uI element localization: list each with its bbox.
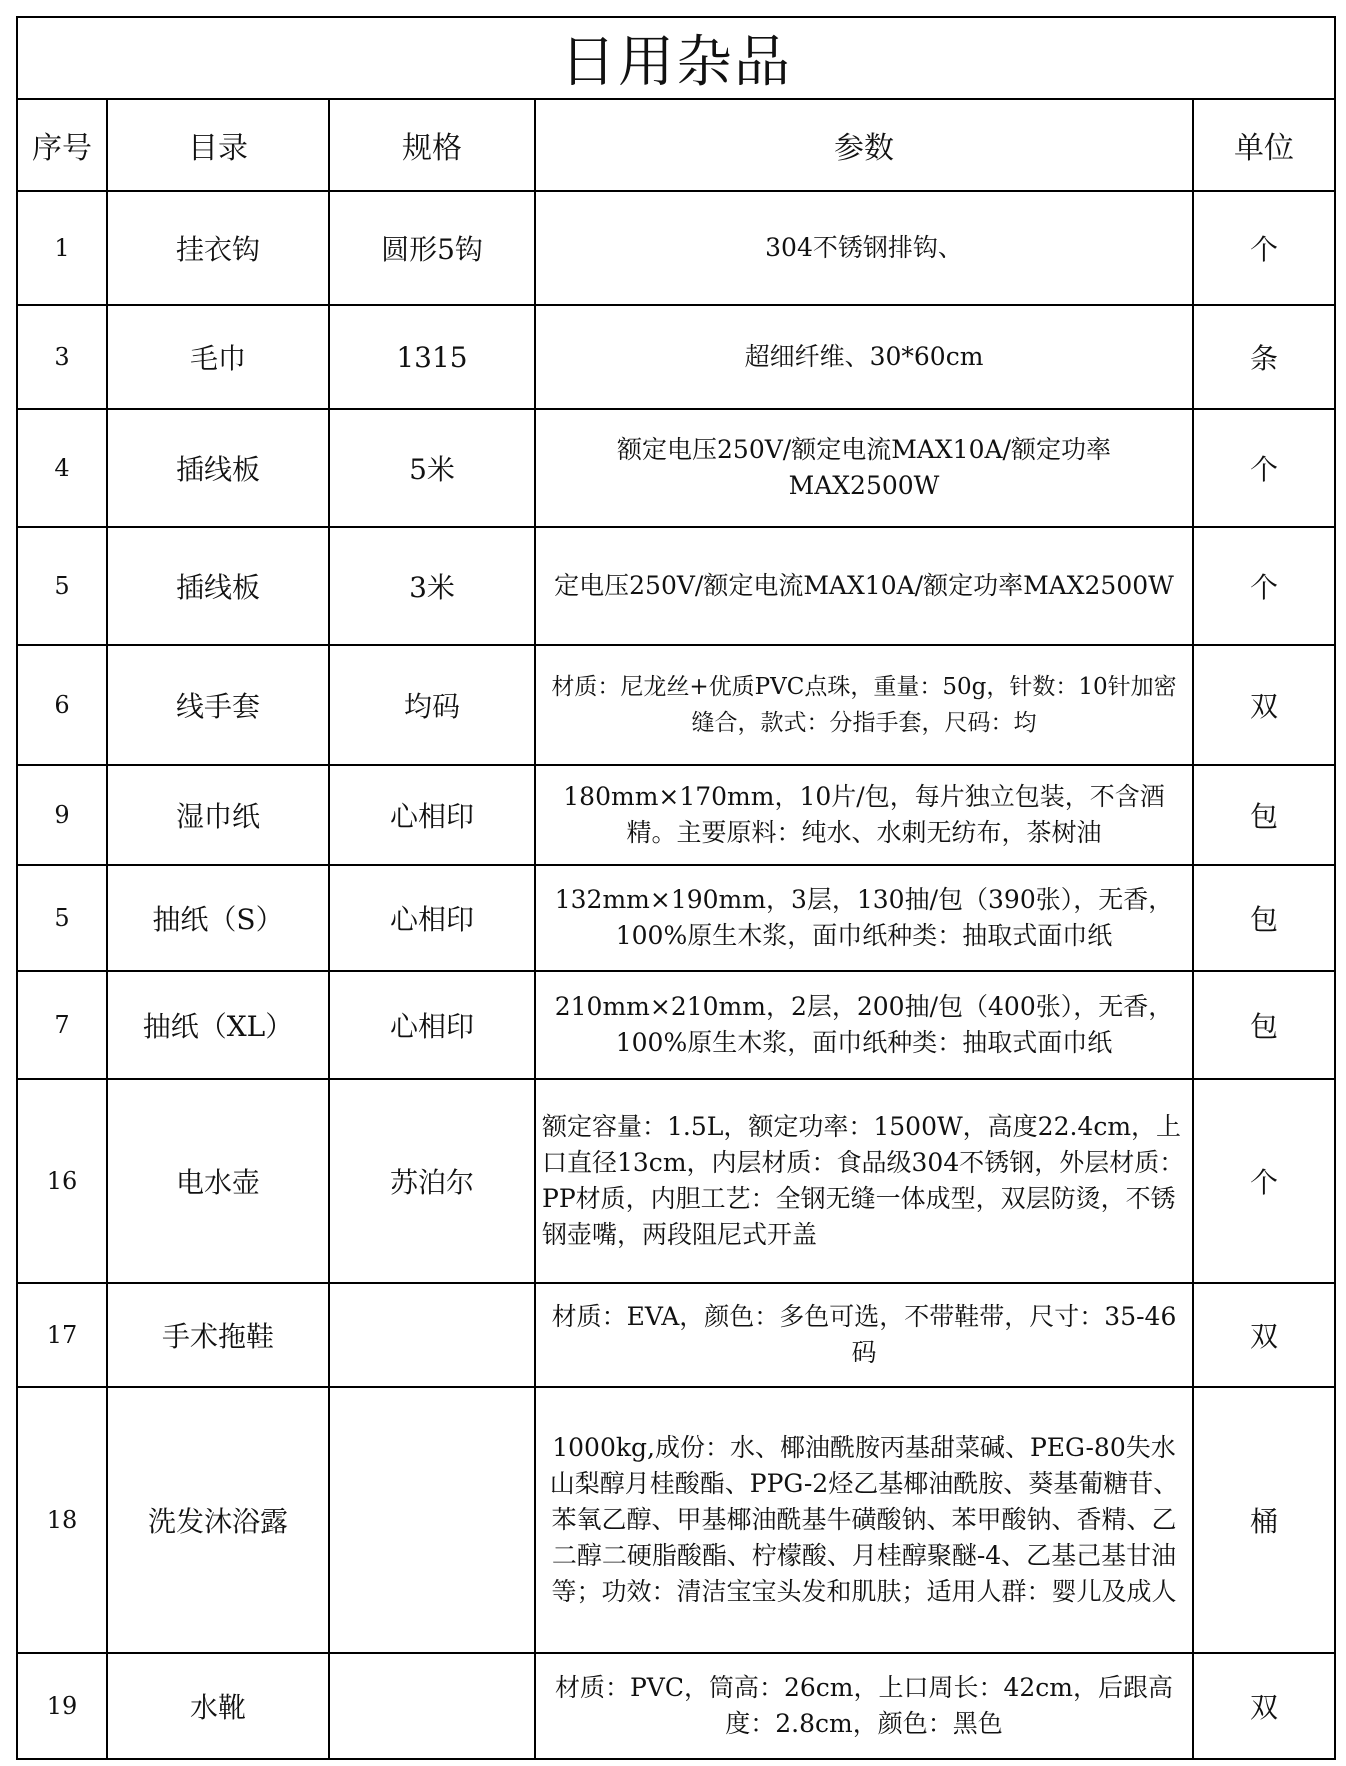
row-spec: 圆形5钩 [329, 191, 535, 305]
row-no: 5 [17, 527, 107, 645]
row-no: 19 [17, 1653, 107, 1759]
row-no: 5 [17, 865, 107, 971]
row-unit: 桶 [1193, 1387, 1335, 1653]
row-spec: 3米 [329, 527, 535, 645]
row-name: 插线板 [107, 527, 329, 645]
row-unit: 个 [1193, 527, 1335, 645]
row-name: 抽纸（S） [107, 865, 329, 971]
row-param: 132mm×190mm，3层，130抽/包（390张），无香，100%原生木浆，面巾纸种类：抽取式面巾纸 [535, 865, 1193, 971]
row-name: 抽纸（XL） [107, 971, 329, 1079]
row-param: 材质：EVA，颜色：多色可选，不带鞋带，尺寸：35-46码 [535, 1283, 1193, 1387]
row-spec: 心相印 [329, 971, 535, 1079]
row-unit: 双 [1193, 645, 1335, 765]
row-name: 挂衣钩 [107, 191, 329, 305]
row-spec: 1315 [329, 305, 535, 409]
row-param: 额定电压250V/额定电流MAX10A/额定功率MAX2500W [535, 409, 1193, 527]
table-row [17, 765, 1335, 865]
row-param: 180mm×170mm，10片/包，每片独立包装，不含酒精。主要原料：纯水、水刺无纺布，茶树油 [535, 765, 1193, 865]
row-param: 材质：尼龙丝+优质PVC点珠，重量：50g，针数：10针加密缝合，款式：分指手套，尺码：均 [535, 645, 1193, 765]
table-row [17, 1283, 1335, 1387]
table-row [17, 971, 1335, 1079]
row-unit: 个 [1193, 409, 1335, 527]
row-name: 洗发沐浴露 [107, 1387, 329, 1653]
sheet-title: 日用杂品 [17, 17, 1335, 99]
row-spec [329, 1387, 535, 1653]
row-no: 16 [17, 1079, 107, 1283]
row-spec [329, 1283, 535, 1387]
table-row [17, 305, 1335, 409]
table-row [17, 865, 1335, 971]
row-no: 3 [17, 305, 107, 409]
row-unit: 条 [1193, 305, 1335, 409]
row-spec: 5米 [329, 409, 535, 527]
header-name: 目录 [107, 99, 329, 191]
header-unit: 单位 [1193, 99, 1335, 191]
row-no: 4 [17, 409, 107, 527]
table-row [17, 1653, 1335, 1759]
row-no: 1 [17, 191, 107, 305]
row-name: 湿巾纸 [107, 765, 329, 865]
row-param: 1000kg,成份：水、椰油酰胺丙基甜菜碱、PEG-80失水山梨醇月桂酸酯、PPG-2烃乙基椰油酰胺、葵基葡糖苷、苯氧乙醇、甲基椰油酰基牛磺酸钠、苯甲酸钠、香精、乙二醇二硬脂酸酯、柠檬酸、月桂醇聚醚-4、乙基己基甘油等；功效：清洁宝宝头发和肌肤；适用人群：婴儿及成人 [535, 1387, 1193, 1653]
items-table [16, 16, 1336, 1760]
row-unit: 包 [1193, 865, 1335, 971]
table-row [17, 1387, 1335, 1653]
table-row [17, 645, 1335, 765]
row-spec: 均码 [329, 645, 535, 765]
row-param: 定电压250V/额定电流MAX10A/额定功率MAX2500W [535, 527, 1193, 645]
row-name: 毛巾 [107, 305, 329, 409]
row-param: 304不锈钢排钩、 [535, 191, 1193, 305]
row-unit: 双 [1193, 1653, 1335, 1759]
row-unit: 个 [1193, 1079, 1335, 1283]
row-spec [329, 1653, 535, 1759]
row-unit: 包 [1193, 971, 1335, 1079]
row-no: 9 [17, 765, 107, 865]
row-unit: 包 [1193, 765, 1335, 865]
row-unit: 双 [1193, 1283, 1335, 1387]
row-name: 线手套 [107, 645, 329, 765]
table-row [17, 409, 1335, 527]
header-no: 序号 [17, 99, 107, 191]
row-no: 17 [17, 1283, 107, 1387]
row-name: 电水壶 [107, 1079, 329, 1283]
header-spec: 规格 [329, 99, 535, 191]
row-name: 插线板 [107, 409, 329, 527]
row-name: 手术拖鞋 [107, 1283, 329, 1387]
row-param: 额定容量：1.5L，额定功率：1500W，高度22.4cm，上口直径13cm，内层材质：食品级304不锈钢，外层材质：PP材质，内胆工艺：全钢无缝一体成型，双层防烫，不锈钢壶嘴，两段阻尼式开盖 [535, 1079, 1193, 1283]
row-param: 210mm×210mm，2层，200抽/包（400张），无香，100%原生木浆，面巾纸种类：抽取式面巾纸 [535, 971, 1193, 1079]
table-row [17, 527, 1335, 645]
header-row [17, 99, 1335, 191]
row-param: 材质：PVC，筒高：26cm，上口周长：42cm，后跟高度：2.8cm，颜色：黑色 [535, 1653, 1193, 1759]
row-unit: 个 [1193, 191, 1335, 305]
row-no: 18 [17, 1387, 107, 1653]
table-row [17, 1079, 1335, 1283]
row-spec: 苏泊尔 [329, 1079, 535, 1283]
title-row [17, 17, 1335, 99]
header-param: 参数 [535, 99, 1193, 191]
row-spec: 心相印 [329, 865, 535, 971]
row-param: 超细纤维、30*60cm [535, 305, 1193, 409]
row-spec: 心相印 [329, 765, 535, 865]
table-row [17, 191, 1335, 305]
row-name: 水靴 [107, 1653, 329, 1759]
row-no: 7 [17, 971, 107, 1079]
row-no: 6 [17, 645, 107, 765]
